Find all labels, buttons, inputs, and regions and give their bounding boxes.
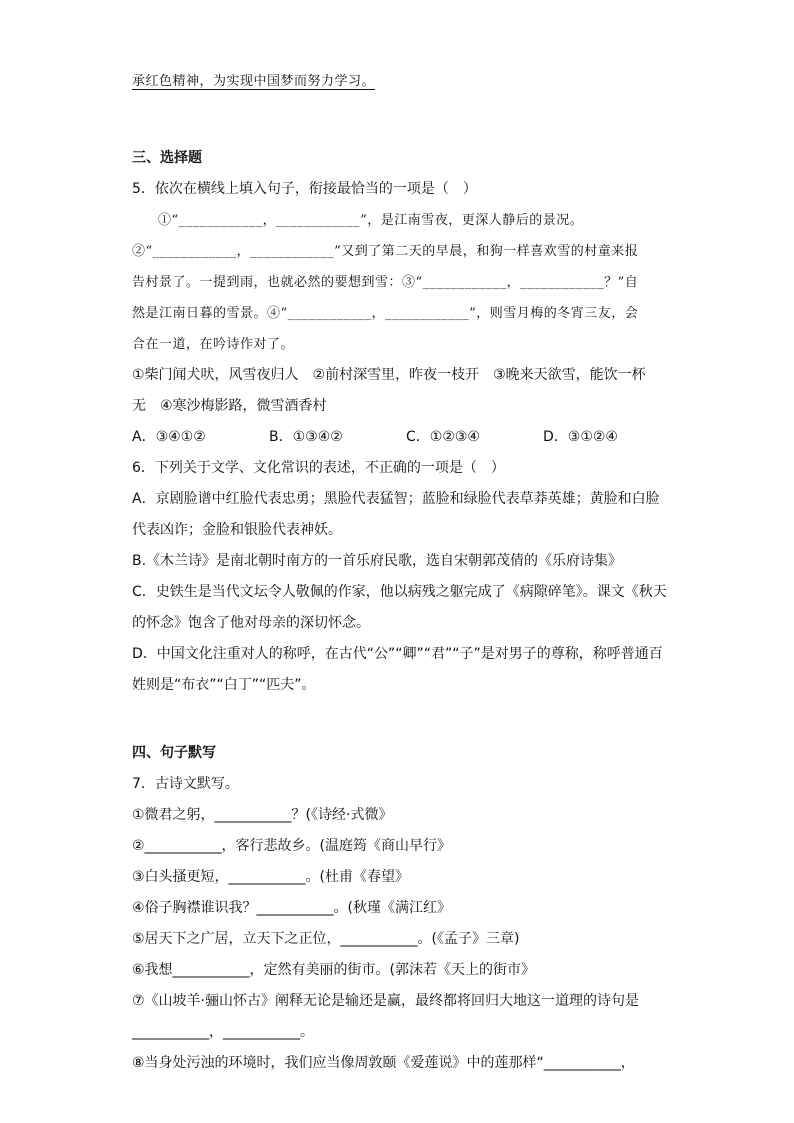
q5-passage-line: ①“____________，____________”，是江南雪夜，更深人静后的景况。 [158, 213, 584, 228]
q5-passage-line: 告村景了。一提到雨，也就必然的要想到雪：③“____________，____________？”自 [132, 275, 639, 290]
q6-option-line[interactable]: D．中国文化注重对人的称呼，在古代“公”“卿”“君”“子”是对男子的尊称，称呼普通百 [132, 646, 663, 662]
q5-option-d[interactable]: D．③①②④ [543, 429, 618, 445]
q7-item: ②___________，客行悲故乡。(温庭筠《商山早行》 [132, 838, 452, 854]
q6-stem: 6．下列关于文学、文化常识的表述，不正确的一项是（ ） [132, 460, 505, 476]
q5-stem: 5．依次在横线上填入句子，衔接最恰当的一项是（ ） [132, 181, 477, 197]
q5-passage-line: ②“____________，____________”又到了第二天的早晨，和狗一样喜欢雪的村童来报 [132, 244, 639, 259]
q5-option-c[interactable]: C．①②③④ [406, 429, 480, 445]
q7-stem: 7．古诗文默写。 [132, 776, 239, 792]
spacer [132, 97, 662, 143]
q5-option-b[interactable]: B．①③④② [269, 429, 343, 445]
q7-item: ③白头搔更短，___________。(杜甫《春望》 [132, 869, 410, 885]
section-heading-dictation: 四、句子默写 [132, 745, 216, 761]
q7-item: ⑧当身处污浊的环境时，我们应当像周敦颐《爱莲说》中的莲那样“___________， [132, 1055, 635, 1071]
q6-option-line[interactable]: C．史铁生是当代文坛令人敬佩的作家，他以病残之躯完成了《病隙碎笔》。课文《秋天 [132, 584, 667, 600]
section-heading-choice: 三、选择题 [132, 150, 202, 166]
q5-option-a[interactable]: A．③④①② [132, 429, 206, 445]
q5-sentence-line: ①柴门闻犬吠，风雪夜归人 ②前村深雪里，昨夜一枝开 ③晚来天欲雪，能饮一杯 [132, 367, 646, 383]
q5-passage-line: 合在一道，在吟诗作对了。 [132, 337, 295, 352]
q6-option-line: 代表凶诈；金脸和银脸代表神妖。 [132, 522, 342, 538]
q7-item: ①微君之躬，___________？(《诗经·式微》 [132, 807, 393, 823]
intro-line: 承红色精神，为实现中国梦而努力学习。 [132, 74, 376, 89]
spacer [132, 701, 662, 738]
q6-option-line: 的怀念》饱含了他对母亲的深切怀念。 [132, 615, 370, 631]
page-content [132, 66, 667, 1079]
q6-option-line: 姓则是“布衣”“白丁”“匹夫”。 [132, 677, 316, 693]
q7-item: ④俗子胸襟谁识我？___________。(秋瑾《满江红》 [132, 900, 452, 916]
q5-sentence-line: 无 ④寒沙梅影路，微雪酒香村 [132, 398, 327, 414]
q6-option-line[interactable]: A．京剧脸谱中红脸代表忠勇；黑脸代表猛智；蓝脸和绿脸代表草莽英雄；黄脸和白脸 [132, 491, 660, 507]
q5-options [132, 422, 662, 453]
q7-item: ⑥我想___________，定然有美丽的街市。(郭沫若《天上的街市》 [132, 962, 536, 978]
q7-item: ⑤居天下之广居，立天下之正位，___________。(《孟子》三章) [132, 931, 520, 947]
q5-passage-line: 然是江南日暮的雪景。④“____________，____________”，则雪月梅的冬宵三友，会 [132, 306, 639, 321]
q7-item: ___________，___________。 [132, 1024, 314, 1040]
q7-item: ⑦《山坡羊·骊山怀古》阐释无论是输还是赢，最终都将回归大地这一道理的诗句是 [132, 993, 639, 1009]
q6-option-line[interactable]: B.《木兰诗》是南北朝时南方的一首乐府民歌，选自宋朝郭茂倩的《乐府诗集》 [132, 553, 623, 569]
